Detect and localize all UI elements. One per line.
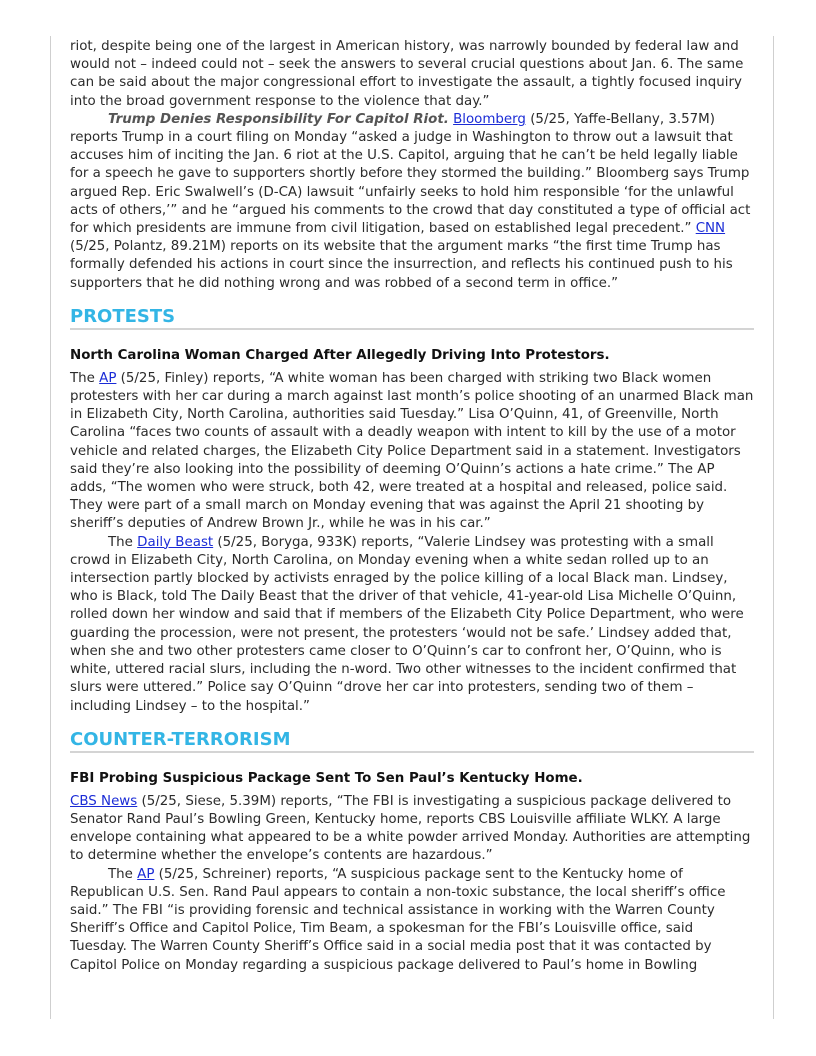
section-heading-protests: PROTESTS [70,306,754,330]
paragraph-daily-beast [70,534,754,716]
paragraph-riot-continued: riot, despite being one of the largest in American history, was narrowly bounded by federal law and would not – indeed could not – seek the answers to several crucial questions about Jan. 6. The same can be said about the major congressional effort to investigate the assault, a tightly focused inquiry into the broad government response to the violence that day.” [70,39,744,109]
story-headline-counter-terrorism: FBI Probing Suspicious Package Sent To Sen Paul’s Kentucky Home. [70,770,583,786]
source-link-ap[interactable]: AP [137,866,155,882]
source-link-cbs-news[interactable]: CBS News [70,793,138,809]
right-margin-rule [773,36,774,1019]
story-headline-protests: North Carolina Woman Charged After Allegedly Driving Into Protestors. [70,347,610,363]
paragraph-trump-riot [70,111,754,293]
story-lead-title: Trump Denies Responsibility For Capitol Riot. [108,111,449,127]
paragraph-text: (5/25, Yaffe-Bellany, 3.57M) reports Trump in a court filing on Monday “asked a judge in Washington to throw out a lawsuit that accuses him of inciting the Jan. 6 riot at the U.S. Capitol, arguing that he can’t be held legally liable for a speech he gave to supporters shortly before they stormed the building.” Bloomberg says Trump argued Rep. Eric Swalwell’s (D-CA) lawsuit “unfairly seeks to hold him responsible ‘for the unlawful acts of others,’” and he “argued his comments to the crowd that day constituted a type of official act for which presidents are immune from civil litigation, based on established legal precedent.” [70,111,751,237]
paragraph-text: (5/25, Schreiner) reports, “A suspicious package sent to the Kentucky home of Republican U.S. Sen. Rand Paul appears to contain a non-toxic substance, the local sheriff’s office said.” The FBI “is providing forensic and technical assistance in working with the Warren County Sheriff’s Office and Capitol Police, Tim Beam, a spokesman for the FBI’s Louisville office, said Tuesday. The Warren County Sheriff’s Office said in a social media post that it was contacted by Capitol Police on Monday regarding a suspicious package delivered to Paul’s home in Bowling [70,866,726,973]
document-body [70,38,754,975]
section-heading-counter-terrorism: COUNTER-TERRORISM [70,729,754,753]
paragraph-text: The [108,534,138,550]
paragraph-text: (5/25, Boryga, 933K) reports, “Valerie Lindsey was protesting with a small crowd in Elizabeth City, North Carolina, on Monday evening when a white sedan rolled up to an intersection partly blocked by activists enraged by the police killing of a local Black man. Lindsey, who is Black, told The Daily Beast that the driver of that vehicle, 41-year-old Lisa Michelle O’Quinn, rolled down her window and said that if members of the Elizabeth City Police Department, who were guarding the procession, were not present, the protesters ‘would not be safe.’ Lindsey added that, when she and two other protesters came closer to O’Quinn’s car to confront her, O’Quinn, who is white, uttered racial slurs, including the n-word. Two other witnesses to the incident confirmed that slurs were uttered.” Police say O’Quinn “drove her car into protesters, sending two of them – including Lindsey – to the hospital.” [70,534,744,714]
paragraph-text: (5/25, Polantz, 89.21M) reports on its website that the argument marks “the first time Trump has formally defended his actions in court since the insurrection, and reflects his continued push to his supporters that he did nothing wrong and was robbed of a second term in office.” [70,239,733,291]
paragraph-text: (5/25, Finley) reports, “A white woman has been charged with striking two Black women protesters with her car during a march against last month’s police shooting of an unarmed Black man in Elizabeth City, North Carolina, authorities said Tuesday.” Lisa O’Quinn, 41, of Greenville, North Carolina “faces two counts of assault with a deadly weapon with intent to kill by the use of a motor vehicle and related charges, the Elizabeth City Police Department said in a statement. Investigators said they’re also looking into the possibility of deeming O’Quinn’s actions a hate crime.” The AP adds, “The women who were struck, both 42, were treated at a hospital and released, police said. They were part of a small march on Monday evening that was against the April 21 shooting by sheriff’s deputies of Andrew Brown Jr., while he was in his car.” [70,370,754,532]
paragraph-text: The [70,370,100,386]
paragraph-text: (5/25, Siese, 5.39M) reports, “The FBI is investigating a suspicious package delivered to Senator Rand Paul’s Bowling Green, Kentucky home, reports CBS Louisville affiliate WLKY. A large envelope containing what appeared to be a white powder arrived Monday. Authorities are attempting to determine whether the envelope’s contents are hazardous.” [70,793,751,864]
source-link-ap[interactable]: AP [99,370,117,386]
source-link-cnn[interactable]: CNN [695,221,726,237]
paragraph-ap-protest [70,370,754,534]
paragraph-cbs-news [70,793,754,866]
source-link-daily-beast[interactable]: Daily Beast [137,534,214,550]
source-link-bloomberg[interactable]: Bloomberg [453,111,526,127]
left-margin-rule [50,36,51,1019]
paragraph-ap-package [70,866,754,975]
paragraph-text: The [108,866,138,882]
